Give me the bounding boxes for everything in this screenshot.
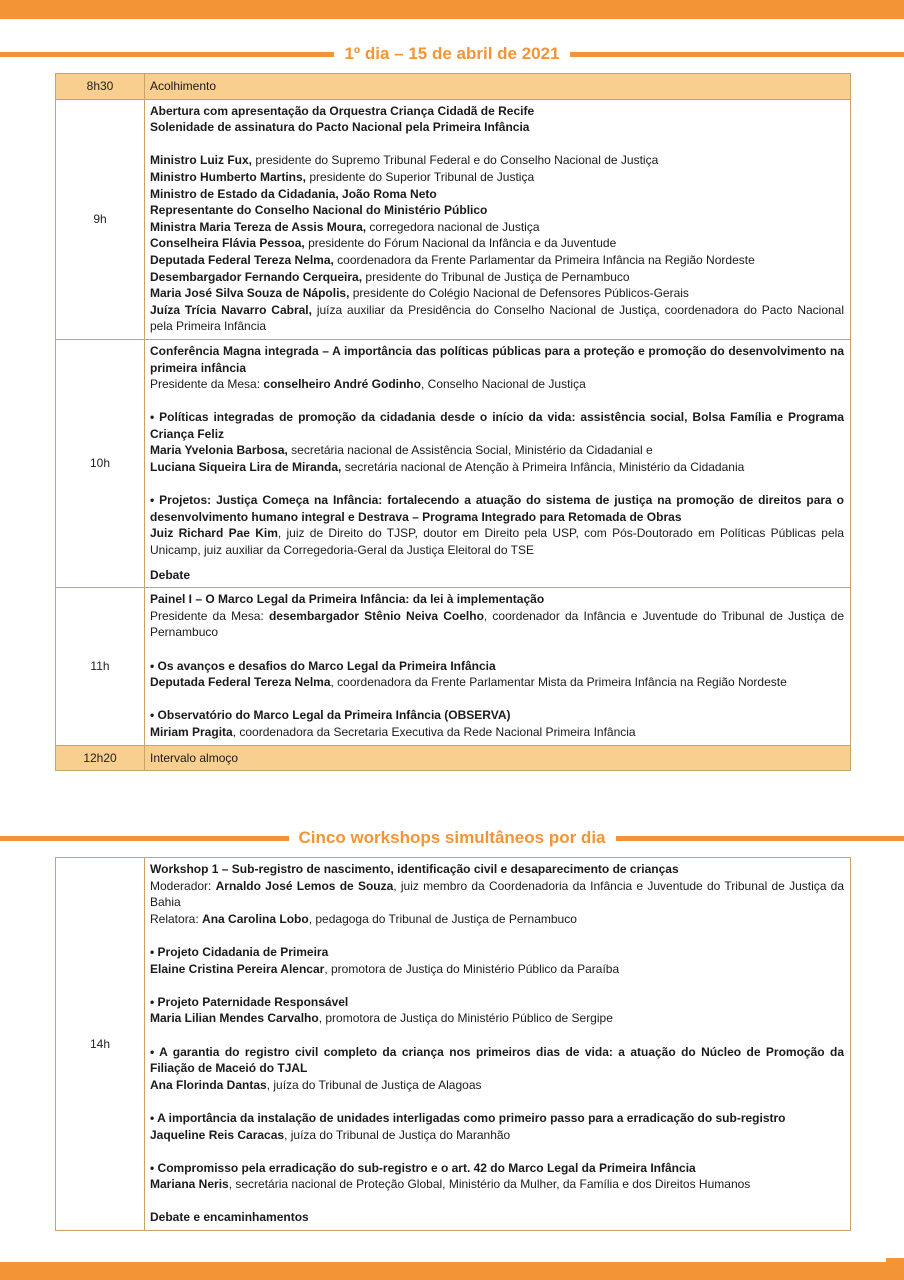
day1-schedule-table [55, 73, 851, 771]
day1-heading-title: 1º dia – 15 de abril de 2021 [344, 44, 560, 63]
bold-text: Painel I – O Marco Legal da Primeira Infância: da lei à implementação [150, 592, 545, 607]
schedule-line [150, 658, 844, 675]
bold-text: desembargador Stênio Neiva Coelho [268, 608, 484, 623]
content-body [150, 861, 844, 1226]
bold-text: • Projeto Cidadania de Primeira [150, 944, 329, 959]
bold-text: Juíza Trícia Navarro Cabral, [150, 302, 312, 317]
body-text: , juiz membro da Coordenadoria da Infância e Juventude do Tribunal de Justiça da Bahia [150, 878, 844, 910]
body-text: secretária nacional de Assistência Social, Ministério da Cidadanial e [287, 443, 653, 458]
schedule-line [150, 376, 844, 393]
schedule-line [150, 459, 844, 476]
day1-heading [0, 42, 904, 66]
body-text: Presidente da Mesa: [150, 377, 264, 392]
schedule-line [150, 911, 844, 928]
bold-text: Desembargador Fernando Cerqueira, [150, 269, 363, 284]
bold-text: Ministro Humberto Martins, [150, 169, 307, 184]
workshops-schedule-table [55, 857, 851, 1231]
body-text: Relatora: [150, 911, 203, 926]
bold-text: Abertura com apresentação da Orquestra Criança Cidadã de Recife [150, 103, 535, 118]
schedule-row [56, 588, 851, 745]
schedule-line [150, 1176, 844, 1193]
body-text: juíza auxiliar da Presidência do Conselho Nacional de Justiça, coordenadora do Pacto Nacional pela Primeira Infância [150, 302, 845, 334]
schedule-line [150, 1160, 844, 1177]
body-text: presidente do Superior Tribunal de Justiça [306, 169, 535, 184]
schedule-line [150, 119, 844, 136]
body-text: presidente do Colégio Nacional de Defensores Públicos-Gerais [349, 286, 689, 301]
body-text: , pedagoga do Tribunal de Justiça de Pernambuco [308, 911, 577, 926]
schedule-row [56, 339, 851, 587]
bold-text: Conselheira Flávia Pessoa, [150, 236, 305, 251]
schedule-line [150, 152, 844, 169]
schedule-line [150, 961, 844, 978]
heading-rule [616, 836, 904, 841]
bold-text: • Políticas integradas de promoção da cidadania desde o início da vida: assistência social, Bolsa Família e Programa Criança Feliz [150, 410, 844, 441]
body-text: Presidente da Mesa: [150, 608, 269, 623]
heading-rule [0, 52, 334, 57]
time-cell: 14h [56, 858, 145, 1231]
body-text: , promotora de Justiça do Ministério Público da Paraíba [324, 961, 620, 976]
schedule-line [150, 591, 844, 608]
bold-text: Elaine Cristina Pereira Alencar [150, 961, 325, 976]
content-body [150, 78, 844, 95]
schedule-line [150, 878, 844, 911]
schedule-line [150, 707, 844, 724]
schedule-line [150, 1077, 844, 1094]
time-cell: 12h20 [56, 745, 145, 771]
bold-text: Maria Lilian Mendes Carvalho [150, 1011, 319, 1026]
bold-text: Miriam Pragita [150, 724, 233, 739]
bold-text: • Compromisso pela erradicação do sub-registro e o art. 42 do Marco Legal da Primeira Infância [150, 1160, 696, 1175]
bold-text: Deputada Federal Tereza Nelma [150, 675, 331, 690]
heading-rule [570, 52, 904, 57]
time-cell: 11h [56, 588, 145, 745]
schedule-line [150, 674, 844, 691]
workshops-heading [0, 826, 904, 850]
bold-text: Maria José Silva Souza de Nápolis, [150, 286, 350, 301]
content-cell [145, 99, 851, 339]
schedule-line [150, 1110, 844, 1127]
bold-text: Workshop 1 – Sub-registro de nascimento, identificação civil e desaparecimento de crianças [150, 862, 679, 876]
schedule-line [150, 252, 844, 269]
schedule-line [150, 994, 844, 1011]
bold-text: Maria Yvelonia Barbosa, [150, 443, 288, 458]
bold-text: Ministro de Estado da Cidadania, João Roma Neto [150, 186, 437, 201]
bold-text: • A garantia do registro civil completo da criança nos primeiros dias de vida: a atuação do Núcleo de Promoção da Filiação de Maceió do TJAL [150, 1044, 844, 1076]
time-cell: 10h [56, 339, 145, 587]
schedule-line [150, 567, 844, 584]
top-accent-bar [0, 0, 904, 19]
content-body [150, 591, 844, 740]
time-cell: 9h [56, 99, 145, 339]
body-text: , secretária nacional de Proteção Global, Ministério da Mulher, da Família e dos Direitos Humanos [228, 1177, 751, 1192]
bold-text: Mariana Neris [150, 1177, 229, 1192]
content-body [150, 103, 844, 335]
bold-text: • Projetos: Justiça Começa na Infância: fortalecendo a atuação do sistema de justiça na promoção de direitos para o desenvolvimento humano integral e Destrava – Programa Integrado para Retomada de Obras [150, 493, 844, 524]
paragraph-gap [150, 476, 844, 493]
bold-text: Deputada Federal Tereza Nelma, [150, 252, 334, 267]
paragraph-gap [150, 393, 844, 410]
body-text: Acolhimento [150, 79, 217, 93]
schedule-line [150, 219, 844, 236]
schedule-line [150, 750, 844, 767]
schedule-line [150, 103, 844, 120]
bold-text: Ministro Luiz Fux, [150, 153, 252, 168]
paragraph-gap [150, 1143, 844, 1160]
schedule-line [150, 343, 844, 376]
schedule-line [150, 285, 844, 302]
schedule-line [150, 724, 844, 741]
bold-text: Debate [150, 567, 191, 582]
bold-text: Arnaldo José Lemos de Souza [215, 878, 394, 893]
bold-text: • Observatório do Marco Legal da Primeira Infância (OBSERVA) [150, 708, 511, 723]
content-cell [145, 858, 851, 1231]
bold-text: Ana Florinda Dantas [150, 1077, 267, 1092]
schedule-line [150, 1010, 844, 1027]
body-text: presidente do Fórum Nacional da Infância e da Juventude [304, 236, 617, 251]
schedule-line [150, 608, 844, 641]
bold-text: Ana Carolina Lobo [202, 911, 309, 926]
schedule-line [150, 169, 844, 186]
body-text: , coordenadora da Secretaria Executiva da Rede Nacional Primeira Infância [232, 724, 636, 739]
schedule-line [150, 186, 844, 203]
schedule-line [150, 78, 844, 95]
content-cell [145, 745, 851, 771]
bold-text: Jaqueline Reis Caracas [150, 1127, 285, 1142]
schedule-row [56, 858, 851, 1231]
content-body [150, 750, 844, 767]
schedule-row [56, 99, 851, 339]
body-text: , promotora de Justiça do Ministério Público de Sergipe [318, 1011, 613, 1026]
bold-text: conselheiro André Godinho [263, 377, 421, 392]
body-text: , juiz de Direito do TJSP, doutor em Direito pela USP, com Pós-Doutorado em Políticas Públicas pela Unicamp, juiz auxiliar da Corregedoria-Geral da Justiça Eleitoral do TSE [150, 526, 844, 558]
bold-text: • Projeto Paternidade Responsável [150, 994, 349, 1009]
heading-rule [0, 836, 289, 841]
bottom-accent-bar [0, 1262, 904, 1280]
paragraph-gap [150, 1027, 844, 1044]
schedule-line [150, 302, 844, 335]
body-text: corregedora nacional de Justiça [366, 219, 540, 234]
schedule-line [150, 202, 844, 219]
schedule-row [56, 745, 851, 771]
schedule-row [56, 74, 851, 100]
content-body [150, 343, 844, 583]
bold-text: Representante do Conselho Nacional do Ministério Público [150, 203, 488, 218]
body-text: , coordenador da Infância e Juventude do Tribunal de Justiça de Pernambuco [150, 608, 844, 640]
content-cell [145, 339, 851, 587]
body-text: , Conselho Nacional de Justiça [420, 377, 586, 392]
content-cell [145, 588, 851, 745]
bold-text: Debate e encaminhamentos [150, 1210, 309, 1225]
paragraph-gap [150, 1093, 844, 1110]
body-text: Intervalo almoço [150, 750, 239, 765]
schedule-line [150, 525, 844, 558]
content-cell [145, 74, 851, 100]
schedule-line [150, 269, 844, 286]
bold-text: Ministra Maria Tereza de Assis Moura, [150, 219, 367, 234]
body-text: presidente do Tribunal de Justiça de Pernambuco [362, 269, 630, 284]
schedule-line [150, 944, 844, 961]
bold-text: Juiz Richard Pae Kim [150, 526, 278, 541]
body-text: presidente do Supremo Tribunal Federal e do Conselho Nacional de Justiça [252, 153, 659, 168]
body-text: coordenadora da Frente Parlamentar da Primeira Infância na Região Nordeste [333, 252, 755, 267]
schedule-line [150, 1127, 844, 1144]
bold-text: Conferência Magna integrada – A importância das políticas públicas para a proteção e promoção do desenvolvimento na primeira infância [150, 343, 844, 375]
paragraph-gap [150, 1193, 844, 1210]
schedule-line [150, 1044, 844, 1077]
bold-text: • Os avanços e desafios do Marco Legal da Primeira Infância [150, 658, 496, 673]
bold-text: Luciana Siqueira Lira de Miranda, [150, 460, 342, 475]
schedule-line [150, 1209, 844, 1226]
bold-text: Solenidade de assinatura do Pacto Nacional pela Primeira Infância [150, 120, 530, 135]
paragraph-gap [150, 136, 844, 153]
bold-text: • A importância da instalação de unidades interligadas como primeiro passo para a erradicação do sub-registro [150, 1110, 786, 1125]
schedule-line [150, 861, 844, 878]
body-text: , coordenadora da Frente Parlamentar Mista da Primeira Infância na Região Nordeste [330, 675, 787, 690]
body-text: Moderador: [150, 878, 216, 893]
paragraph-gap [150, 691, 844, 708]
body-text: , juíza do Tribunal de Justiça de Alagoas [266, 1077, 482, 1092]
paragraph-gap [150, 977, 844, 994]
workshops-heading-title: Cinco workshops simultâneos por dia [298, 828, 606, 847]
time-cell: 8h30 [56, 74, 145, 100]
paragraph-gap [150, 641, 844, 658]
schedule-line [150, 409, 844, 442]
body-text: secretária nacional de Atenção à Primeira Infância, Ministério da Cidadania [341, 460, 745, 475]
body-text: , juíza do Tribunal de Justiça do Maranhão [284, 1127, 511, 1142]
schedule-line [150, 442, 844, 459]
paragraph-gap [150, 927, 844, 944]
schedule-line [150, 235, 844, 252]
schedule-line [150, 492, 844, 525]
